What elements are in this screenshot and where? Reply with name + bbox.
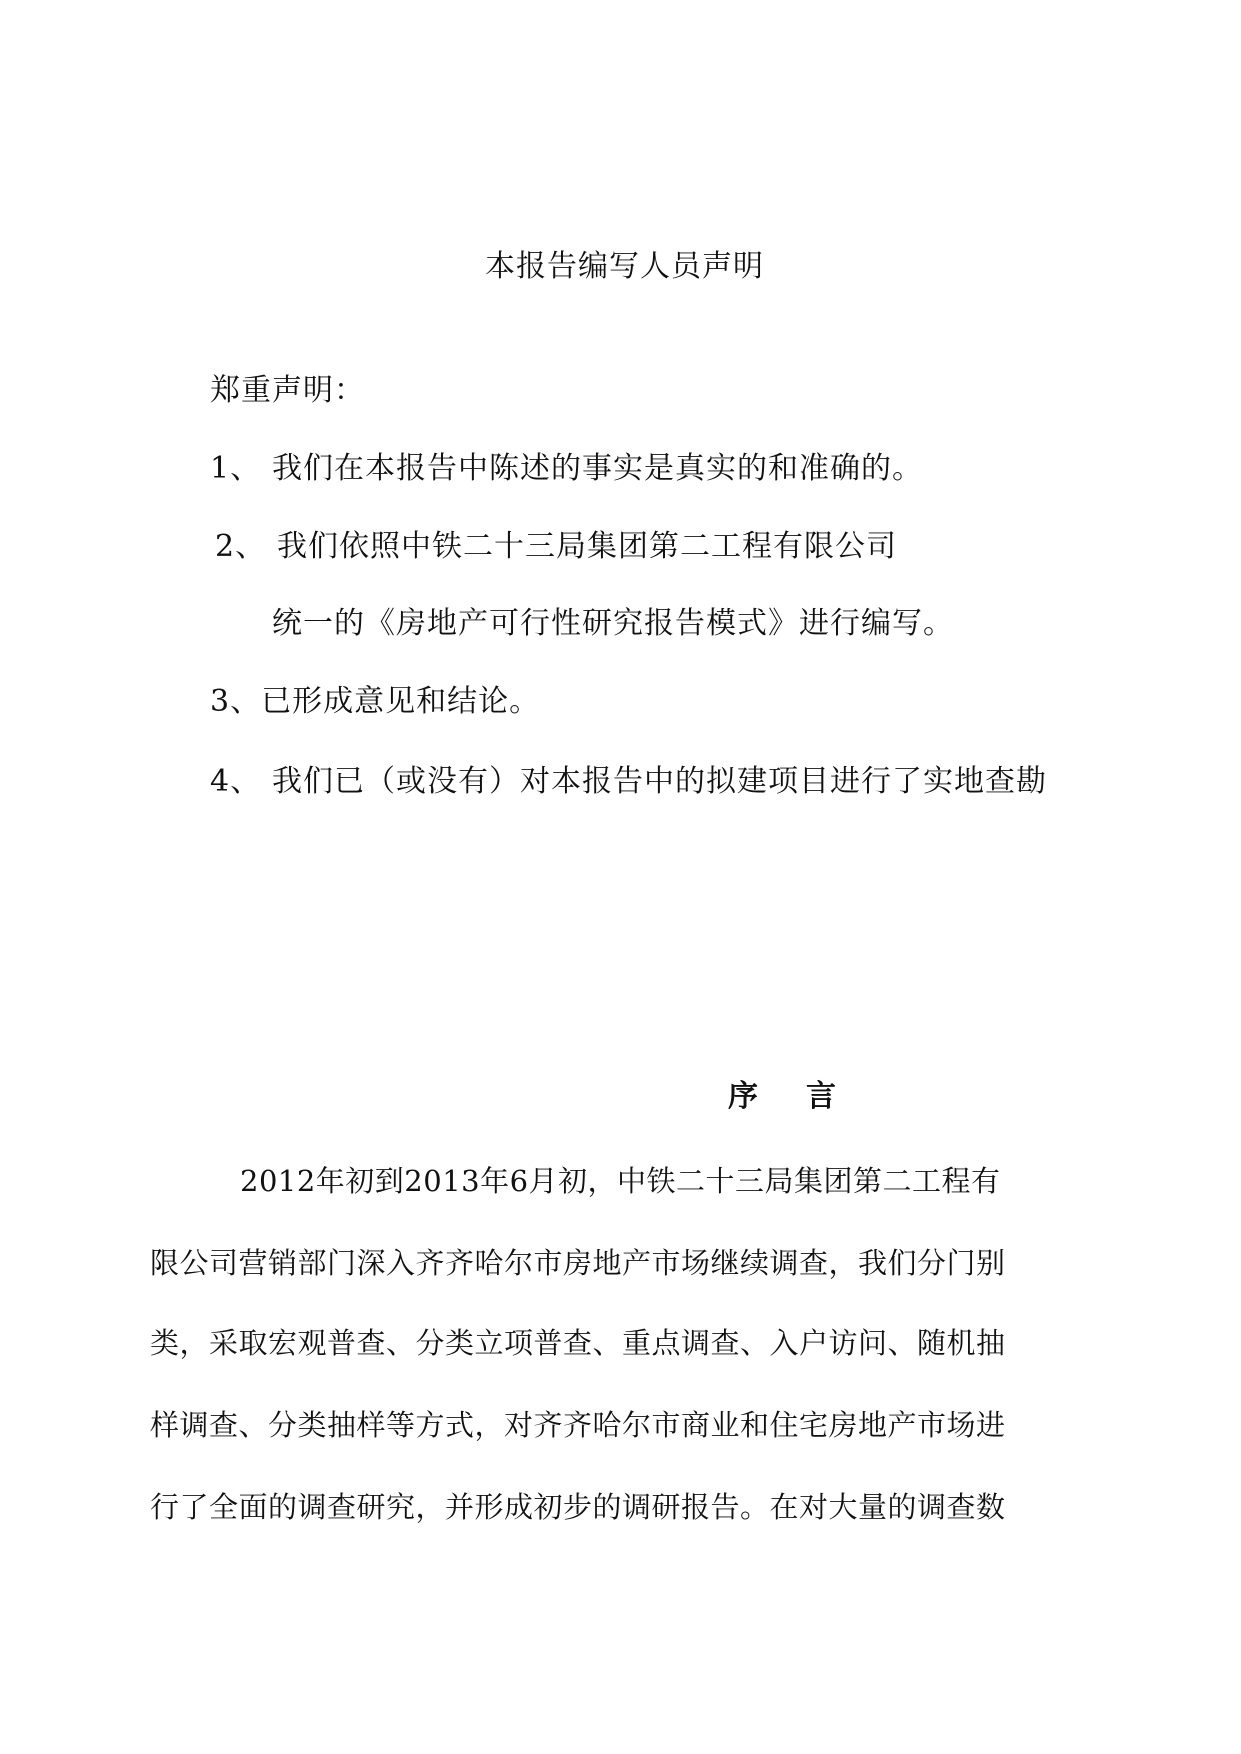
declaration-item-2 (215, 527, 897, 567)
declaration-item-1 (210, 449, 923, 489)
declaration-item-3 (210, 682, 540, 722)
preface-line-4: 样调查、分类抽样等方式，对齐齐哈尔市商业和住宅房地产市场进 (150, 1408, 1006, 1442)
declaration-intro: 郑重声明： (210, 373, 365, 408)
preface-title (728, 1077, 836, 1117)
item-number: 1、 (210, 451, 262, 486)
item-number: 4、 (210, 764, 262, 799)
preface-line-3: 类，采取宏观普查、分类立项普查、重点调查、入户访问、随机抽 (150, 1326, 1006, 1360)
preface-line-5: 行了全面的调查研究，并形成初步的调研报告。在对大量的调查数 (150, 1490, 1006, 1524)
preface-line-2: 限公司营销部门深入齐齐哈尔市房地产市场继续调查，我们分门别 (150, 1246, 1006, 1280)
item-text: 已形成意见和结论。 (261, 684, 541, 719)
preface-title-char-1: 序 (728, 1079, 758, 1114)
item-number: 2、 (215, 529, 267, 564)
preface-title-char-2: 言 (806, 1079, 836, 1114)
item-text: 我们依照中铁二十三局集团第二工程有限公司 (277, 529, 897, 564)
preface-line-1: 2012年初到2013年6月初，中铁二十三局集团第二工程有 (240, 1164, 1001, 1198)
declaration-title: 本报告编写人员声明 (485, 249, 764, 284)
item-number: 3、 (210, 684, 262, 719)
declaration-item-2-continued: 统一的《房地产可行性研究报告模式》进行编写。 (272, 606, 954, 641)
item-text: 我们在本报告中陈述的事实是真实的和准确的。 (272, 451, 923, 486)
item-text: 我们已（或没有）对本报告中的拟建项目进行了实地查勘 (272, 764, 1047, 799)
declaration-item-4 (210, 762, 1047, 802)
